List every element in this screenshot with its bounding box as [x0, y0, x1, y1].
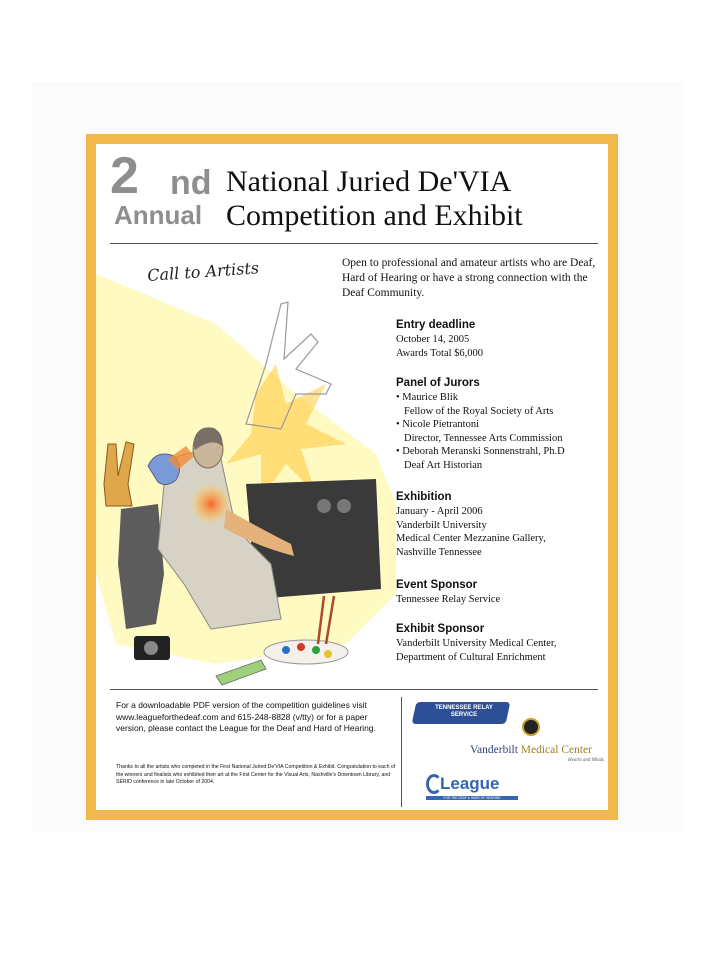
entry-heading: Entry deadline	[396, 319, 476, 331]
poster-header	[96, 144, 608, 254]
exhibition-line: January - April 2006	[396, 506, 483, 517]
radio-knob	[337, 499, 351, 513]
juror-title: Deaf Art Historian	[404, 459, 483, 471]
juror-title: Director, Tennessee Arts Commission	[404, 432, 563, 444]
exhibit-sponsor-section	[396, 622, 606, 664]
vanderbilt-name: Vanderbilt	[470, 744, 518, 756]
paint-palette	[264, 640, 348, 664]
radio-knob	[317, 499, 331, 513]
exhibition-line: Medical Center Mezzanine Gallery,	[396, 533, 546, 544]
league-logo: League	[440, 774, 500, 793]
juror-title: Fellow of the Royal Society of Arts	[404, 405, 554, 417]
thanks-note: Thanks to all the artists who competed in the First National Juried De'VIA Competition & Exhibit. Congratulation to each of the winners and finalists who exhibited their art at the Frist Center for the Visual Arts, Nashville's Downtown Library, and SERID conference in late October of 2004.	[116, 764, 396, 786]
jurors-heading: Panel of Jurors	[396, 377, 480, 389]
armchair	[118, 504, 164, 629]
exhibit-sponsor-line: Department of Cultural Enrichment	[396, 651, 546, 663]
vanderbilt-med: Medical Center	[520, 744, 592, 756]
vanderbilt-tagline: Hearts and Minds	[568, 758, 605, 763]
vanderbilt-seal-icon	[522, 718, 540, 736]
annual-label: Annual	[114, 200, 203, 230]
juror-name: • Deborah Meranski Sonnenstrahl, Ph.D	[396, 446, 565, 457]
title-line-1: National Juried De'VIA	[226, 165, 512, 198]
collage-artwork	[96, 244, 396, 689]
event-sponsor-heading: Event Sponsor	[396, 579, 478, 591]
divider-vertical	[401, 697, 402, 807]
exhibition-line: Vanderbilt University	[396, 519, 487, 531]
exhibit-sponsor-line: Vanderbilt University Medical Center,	[396, 638, 557, 649]
jurors-section	[396, 376, 606, 472]
title-line-2: Competition and Exhibit	[226, 199, 523, 232]
guidelines-info: For a downloadable PDF version of the competition guidelines visit www.leagueforthedeaf.com and 615-248-8828 (v/tty) or for a paper version, please contact the League for the Deaf and Hard of Hearing.	[116, 700, 376, 733]
entry-deadline-section	[396, 318, 606, 360]
vanderbilt-logo	[470, 744, 592, 756]
event-sponsor-section	[396, 578, 606, 607]
edition-number: 2	[110, 147, 137, 205]
divider-bottom	[110, 689, 598, 690]
intro-text: Open to professional and amateur artists who are Deaf, Hard of Hearing or have a strong connection with the Deaf Community.	[342, 257, 596, 299]
exhibition-section	[396, 490, 606, 559]
poster	[96, 144, 608, 810]
juror-name: • Maurice Blik	[396, 392, 458, 403]
league-tagline: FOR THE DEAF & HARD OF HEARING	[426, 796, 518, 800]
juror-name: • Nicole Pietrantoni	[396, 419, 479, 430]
poster-border	[86, 134, 618, 820]
exhibition-heading: Exhibition	[396, 491, 452, 503]
exhibition-line: Nashville Tennessee	[396, 546, 482, 558]
event-sponsor-line: Tennessee Relay Service	[396, 594, 501, 605]
entry-line: Awards Total $6,000	[396, 347, 484, 359]
trs-logo-text: TENNESSEE RELAY SERVICE	[435, 705, 493, 718]
entry-line: October 14, 2005	[396, 334, 470, 345]
edition-ordinal: nd	[170, 164, 212, 202]
call-to-artists: Call to Artists	[146, 258, 260, 285]
camera-lens	[144, 641, 158, 655]
exhibit-sponsor-heading: Exhibit Sponsor	[396, 623, 485, 635]
paint-tubes	[216, 660, 266, 685]
